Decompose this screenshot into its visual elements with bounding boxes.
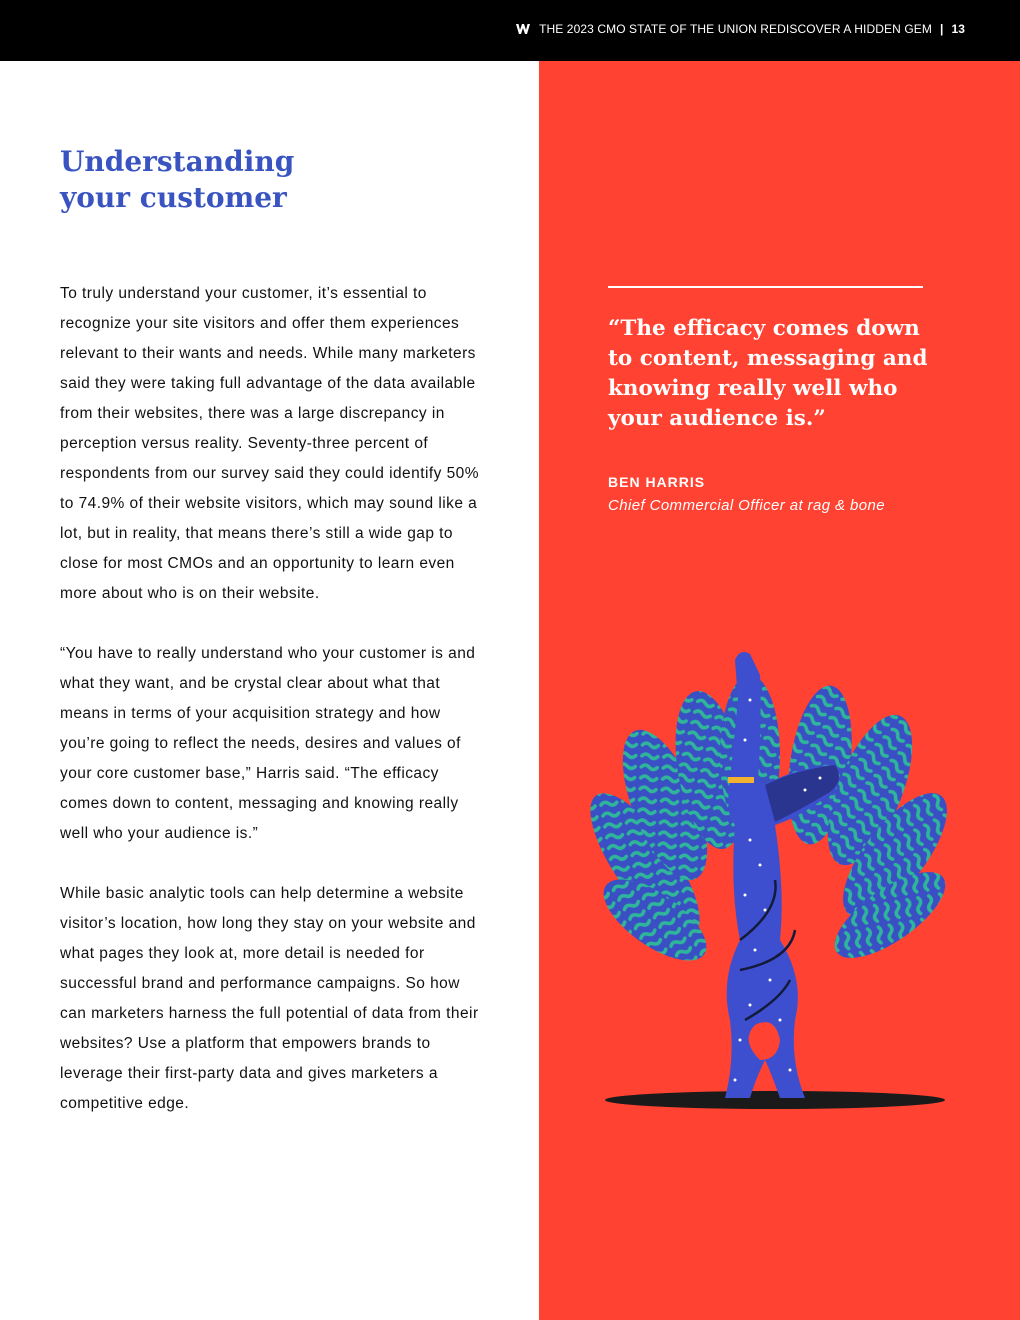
pull-quote: “The efficacy comes down to content, messaging and knowing really well who your audience is.” bbox=[608, 316, 928, 431]
speaker-name: BEN HARRIS bbox=[608, 474, 706, 490]
header-separator: | bbox=[939, 22, 944, 36]
body-paragraph: “You have to really understand who your customer is and what they want, and be crystal clear about what that means in terms of your acquisition strategy and how you’re going to reflect the needs, desires and values of your core customer base,” Harris said. “The efficacy comes down to content, messaging and knowing really well who your audience is.” bbox=[60, 645, 476, 842]
heading-line-1: Understanding bbox=[60, 145, 295, 178]
quote-divider bbox=[608, 286, 923, 288]
body-paragraph: To truly understand your customer, it’s essential to recognize your site visitors and offer them experiences relevant to their wants and needs. While many marketers said they were taking full advantage of the data available from their websites, there was a large discrepancy in perception versus reality. Seventy-three percent of respondents from our survey said they could identify 50% to 74.9% of their website visitors, which may sound like a lot, but in reality, that means there’s still a wide gap to close for most CMOs and an opportunity to learn even more about who is on their website. bbox=[60, 285, 479, 602]
article-body bbox=[60, 279, 490, 1149]
w-logo-icon bbox=[516, 23, 530, 35]
section-heading bbox=[60, 144, 480, 216]
page-number: 13 bbox=[951, 22, 965, 36]
figure-illustration bbox=[590, 640, 950, 1120]
header-bar bbox=[0, 0, 1020, 61]
speaker-title: Chief Commercial Officer at rag & bone bbox=[608, 497, 885, 514]
header-line bbox=[516, 22, 965, 36]
ground-shadow bbox=[605, 1091, 945, 1109]
body-paragraph: While basic analytic tools can help determine a website visitor’s location, how long they stay on your website and what pages they look at, more detail is needed for successful brand and performance campaigns. So how can marketers harness the full potential of data from their websites? Use a platform that empowers brands to leverage their first-party data and gives marketers a competitive edge. bbox=[60, 885, 479, 1112]
heading-line-2: your customer bbox=[60, 181, 287, 214]
header-title: THE 2023 CMO STATE OF THE UNION REDISCOVER A HIDDEN GEM bbox=[539, 22, 932, 36]
